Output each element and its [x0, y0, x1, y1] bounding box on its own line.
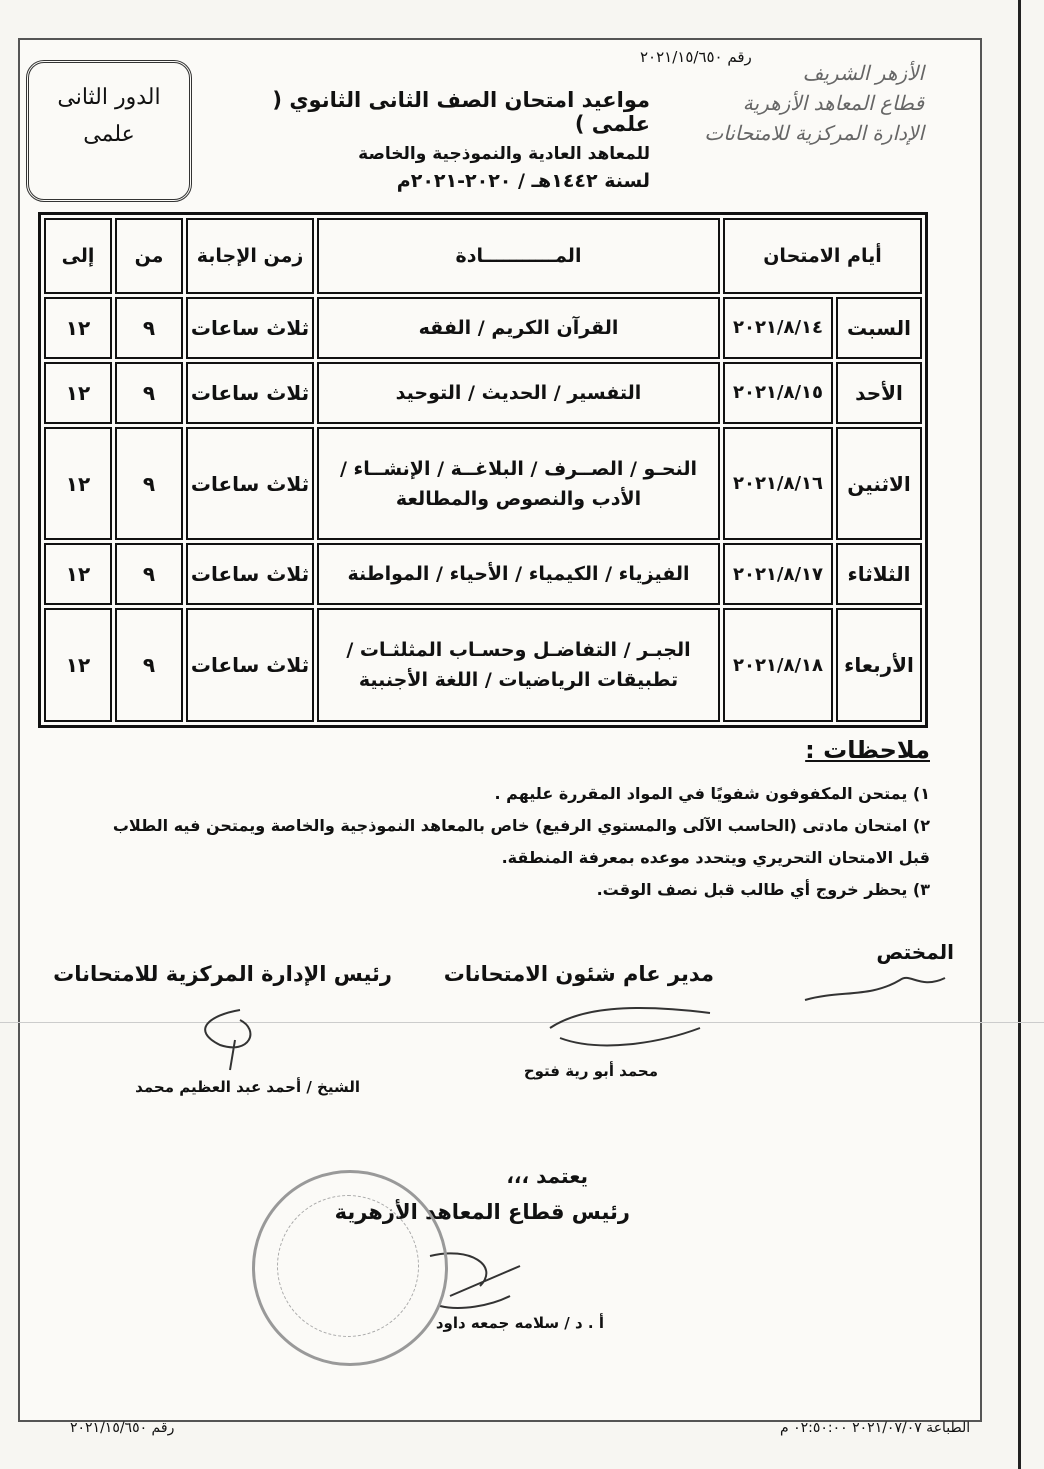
exam-round-box [26, 60, 192, 202]
row-duration: ثلاث ساعات [186, 427, 314, 541]
header-from: من [115, 218, 183, 294]
row-subject: الجبـر / التفاضـل وحسـاب المثلثـات / تطبيقات الرياضيات / اللغة الأجنبية [317, 608, 720, 722]
note-item: ١) يمتحن المكفوفون شفويًا في المواد المقررة عليهم . [494, 784, 930, 803]
row-date: ٢٠٢١/٨/١٥ [723, 362, 833, 424]
specialist-signature [800, 960, 950, 1010]
fold-line [0, 1022, 1044, 1023]
row-day: الاثنين [836, 427, 922, 541]
table-row [44, 608, 922, 722]
reference-number-bottom: رقم ٢٠٢١/١٥/٦٥٠ [70, 1420, 175, 1436]
row-from: ٩ [115, 297, 183, 359]
row-day: السبت [836, 297, 922, 359]
row-date: ٢٠٢١/٨/١٦ [723, 427, 833, 541]
org-line-1: الأزهر الشريف [802, 61, 924, 85]
exams-manager-title: مدير عام شئون الامتحانات [443, 962, 714, 986]
central-head-signature [180, 1000, 290, 1075]
row-to: ١٢ [44, 543, 112, 605]
row-subject: الفيزياء / الكيمياء / الأحياء / المواطنة [317, 543, 720, 605]
exams-manager-name: محمد أبو رية فتوح [523, 1062, 658, 1080]
sector-head-title: رئيس قطاع المعاهد الأزهرية [334, 1200, 630, 1224]
header-exam-days: أيام الامتحان [723, 218, 922, 294]
row-from: ٩ [115, 543, 183, 605]
notes-heading: ملاحظات : [805, 736, 930, 764]
academic-year: لسنة ١٤٤٢هـ / ٢٠٢٠-٢٠٢١م [396, 170, 650, 192]
sector-head-name: أ . د / سلامه جمعه داود [435, 1314, 604, 1332]
notes-list [110, 778, 930, 906]
organization-letterhead [694, 58, 924, 148]
row-subject: التفسير / الحديث / التوحيد [317, 362, 720, 424]
row-duration: ثلاث ساعات [186, 543, 314, 605]
org-line-2: قطاع المعاهد الأزهرية [742, 91, 924, 115]
reference-number-top: رقم ٢٠٢١/١٥/٦٥٠ [640, 48, 752, 66]
header-to: إلى [44, 218, 112, 294]
specialist-title: المختص [876, 940, 954, 964]
row-duration: ثلاث ساعات [186, 297, 314, 359]
table-row [44, 543, 922, 605]
track-label: علمى [83, 122, 135, 147]
header-duration: زمن الإجابة [186, 218, 314, 294]
table-row [44, 297, 922, 359]
approve-label: يعتمد ،،، [506, 1164, 588, 1188]
print-timestamp: الطباعة ٢٠٢١/٠٧/٠٧ ٠٢:٥٠:٠٠ م [780, 1420, 971, 1436]
round-label: الدور الثانى [57, 85, 161, 110]
row-duration: ثلاث ساعات [186, 608, 314, 722]
page-edge-line [1018, 0, 1021, 1469]
row-day: الأربعاء [836, 608, 922, 722]
document-title-block [270, 88, 650, 192]
row-date: ٢٠٢١/٨/١٤ [723, 297, 833, 359]
table-row [44, 362, 922, 424]
table-row [44, 427, 922, 541]
row-to: ١٢ [44, 297, 112, 359]
row-duration: ثلاث ساعات [186, 362, 314, 424]
document-title: مواعيد امتحان الصف الثانى الثانوي ( علمى ) [272, 88, 650, 136]
row-date: ٢٠٢١/٨/١٧ [723, 543, 833, 605]
row-date: ٢٠٢١/٨/١٨ [723, 608, 833, 722]
notes-section [110, 736, 930, 906]
row-subject: النحـو / الصــرف / البلاغــة / الإنشــاء / الأدب والنصوص والمطالعة [317, 427, 720, 541]
row-day: الثلاثاء [836, 543, 922, 605]
central-head-title: رئيس الإدارة المركزية للامتحانات [53, 962, 392, 986]
row-from: ٩ [115, 362, 183, 424]
header-subject: المـــــــــــادة [317, 218, 720, 294]
document-subtitle: للمعاهد العادية والنموذجية والخاصة [358, 144, 650, 164]
seal-inner-ring [277, 1195, 419, 1337]
row-to: ١٢ [44, 427, 112, 541]
official-seal-stamp [252, 1170, 448, 1366]
central-head-name: الشيخ / أحمد عبد العظيم محمد [135, 1078, 360, 1096]
org-line-3: الإدارة المركزية للامتحانات [704, 121, 924, 145]
note-item: ٢) امتحان مادتى (الحاسب الآلى والمستوي الرفيع) خاص بالمعاهد النموذجية والخاصة ويمتحن فيه الطلاب قبل الامتحان التحريري ويتحدد موعده بمعرفة المنطقة. [112, 816, 930, 867]
exams-manager-signature [540, 998, 720, 1058]
row-to: ١٢ [44, 608, 112, 722]
note-item: ٣) يحظر خروج أي طالب قبل نصف الوقت. [596, 880, 930, 899]
row-subject: القرآن الكريم / الفقه [317, 297, 720, 359]
row-from: ٩ [115, 608, 183, 722]
row-day: الأحد [836, 362, 922, 424]
row-to: ١٢ [44, 362, 112, 424]
exam-schedule-table [38, 212, 928, 728]
row-from: ٩ [115, 427, 183, 541]
table-header-row [44, 218, 922, 294]
